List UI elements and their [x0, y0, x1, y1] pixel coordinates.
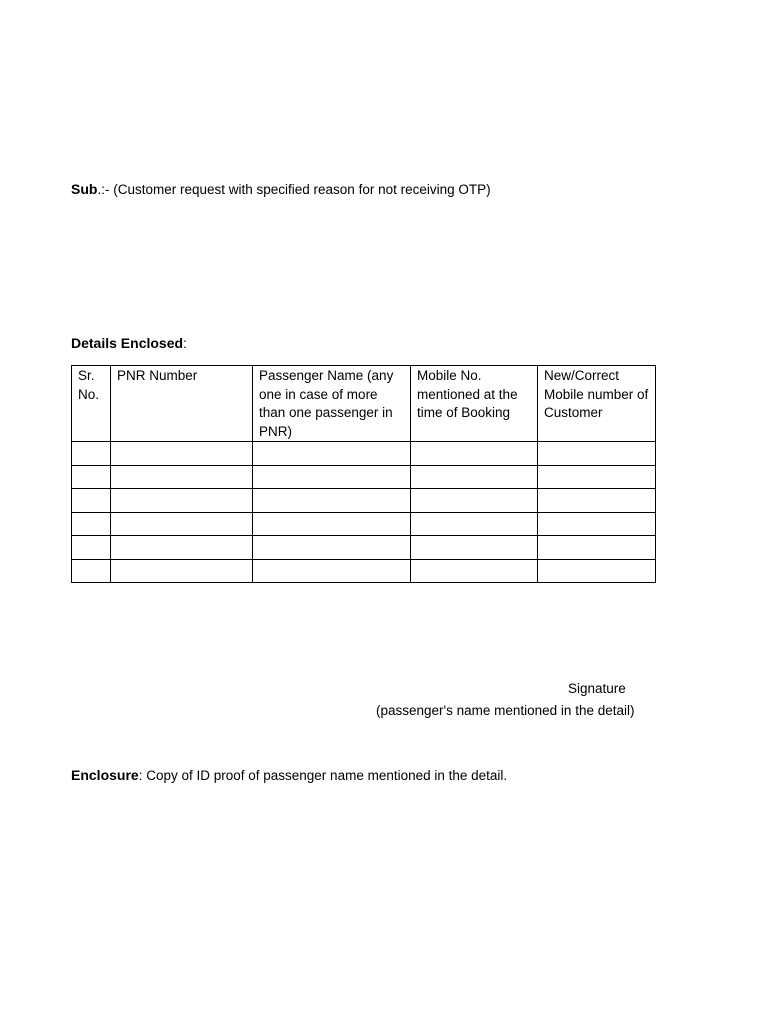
- table-cell: [538, 536, 656, 560]
- table-cell: [72, 559, 111, 583]
- table-row: [72, 536, 656, 560]
- table-cell: [538, 442, 656, 466]
- enclosure-line: [71, 766, 507, 785]
- details-heading: [71, 334, 187, 353]
- table-cell: [111, 465, 253, 489]
- table-row: [72, 559, 656, 583]
- table-cell: [253, 465, 411, 489]
- details-heading-colon: :: [183, 336, 187, 351]
- table-cell: [411, 559, 538, 583]
- table-cell: [538, 465, 656, 489]
- table-cell: [538, 512, 656, 536]
- header-new-mobile: New/Correct Mobile number of Customer: [538, 366, 656, 442]
- table-row: [72, 489, 656, 513]
- table-cell: [253, 559, 411, 583]
- table-cell: [411, 489, 538, 513]
- table-header-row: [72, 366, 656, 442]
- table-cell: [538, 559, 656, 583]
- table-cell: [253, 512, 411, 536]
- table-row: [72, 465, 656, 489]
- table-cell: [111, 442, 253, 466]
- table-cell: [411, 465, 538, 489]
- table-cell: [111, 512, 253, 536]
- table-row: [72, 442, 656, 466]
- signature-note: (passenger's name mentioned in the detail): [376, 703, 635, 718]
- table-cell: [411, 442, 538, 466]
- table-cell: [253, 536, 411, 560]
- table-cell: [411, 536, 538, 560]
- header-mobile-at-booking: Mobile No. mentioned at the time of Booking: [411, 366, 538, 442]
- table-cell: [111, 536, 253, 560]
- signature-label: Signature: [568, 681, 626, 696]
- table-cell: [253, 442, 411, 466]
- table-cell: [111, 559, 253, 583]
- subject-label: Sub: [71, 181, 98, 197]
- table-cell: [253, 489, 411, 513]
- table-cell: [72, 512, 111, 536]
- table-cell: [538, 489, 656, 513]
- table-cell: [72, 465, 111, 489]
- subject-text: (Customer request with specified reason for not receiving OTP): [109, 182, 491, 197]
- subject-line: [71, 180, 491, 199]
- enclosure-label: Enclosure: [71, 767, 139, 783]
- details-heading-label: Details Enclosed: [71, 335, 184, 351]
- enclosure-text: : Copy of ID proof of passenger name mentioned in the detail.: [138, 768, 508, 783]
- table-cell: [72, 442, 111, 466]
- table-cell: [72, 536, 111, 560]
- subject-suffix: .:-: [97, 182, 110, 197]
- header-sr-no: Sr. No.: [72, 366, 111, 442]
- table-cell: [72, 489, 111, 513]
- table-row: [72, 512, 656, 536]
- details-table: [71, 365, 656, 583]
- header-pnr-number: PNR Number: [111, 366, 253, 442]
- header-passenger-name: Passenger Name (any one in case of more than one passenger in PNR): [253, 366, 411, 442]
- table-cell: [111, 489, 253, 513]
- table-cell: [411, 512, 538, 536]
